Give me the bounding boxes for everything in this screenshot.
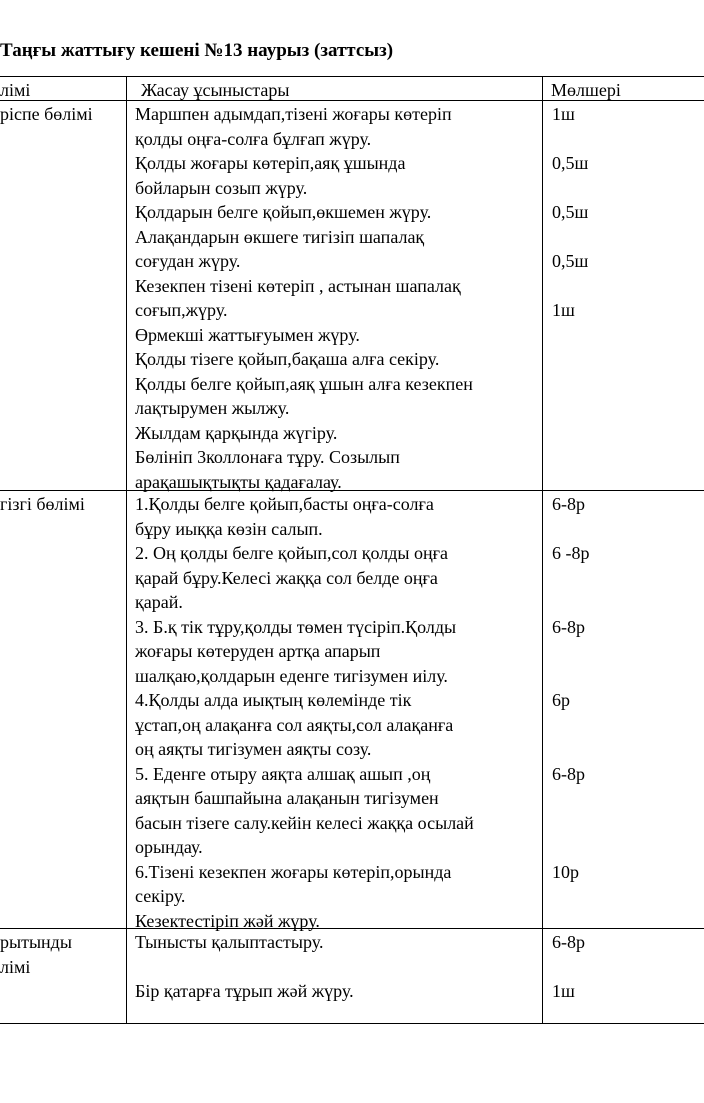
amount-line: 6-8р bbox=[552, 932, 585, 952]
amount-line bbox=[552, 664, 590, 689]
header-amount: Мөлшері bbox=[551, 80, 621, 100]
exercise-line: Маршпен адымдап,тізені жоғары көтеріп bbox=[135, 104, 452, 124]
exercise-line: соғудан жүру. bbox=[135, 251, 241, 271]
section-line: лімі bbox=[0, 956, 31, 977]
amount-line bbox=[552, 786, 590, 811]
exercise-line: Қолдарын белге қойып,өкшемен жүру. bbox=[135, 202, 432, 222]
amount-line: 6-8р bbox=[552, 763, 585, 784]
exercise-line: қолды оңға-солға бұлғап жүру. bbox=[135, 128, 372, 149]
amount-line bbox=[552, 517, 590, 542]
amount-line: 6 -8р bbox=[552, 543, 590, 563]
exercise-line: бойларын созып жүру. bbox=[135, 177, 308, 198]
amount-line bbox=[552, 590, 590, 615]
exercise-line: 3. Б.қ тік тұру,қолды төмен түсіріп.Қолды bbox=[135, 616, 457, 637]
exercise-line: Жылдам қарқында жүгіру. bbox=[135, 422, 338, 443]
exercise-line: шалқаю,қолдарын еденге тигізумен иілу. bbox=[135, 665, 448, 686]
amount-cell bbox=[552, 930, 585, 1004]
amount-line: 1ш bbox=[552, 300, 575, 320]
column-divider bbox=[126, 76, 127, 1024]
amount-line: 6-8р bbox=[552, 494, 585, 514]
page-title: Таңғы жаттығу кешені №13 наурыз (заттсыз) bbox=[0, 40, 394, 61]
exercise-line: Қолды жоғары көтеріп,аяқ ұшында bbox=[135, 153, 406, 173]
exercise-table bbox=[0, 76, 704, 1024]
exercise-line: Қолды белге қойып,аяқ ұшын алға кезекпен bbox=[135, 373, 473, 394]
exercise-line: Кезекпен тізені көтеріп , астынан шапалақ bbox=[135, 275, 461, 296]
exercise-line: бұру иыққа көзін салып. bbox=[135, 518, 323, 539]
amount-line: 1ш bbox=[552, 104, 575, 124]
section-line: рытынды bbox=[0, 932, 72, 952]
exercise-line: 5. Еденге отыру аяқта алшақ ашып ,оң bbox=[135, 763, 431, 784]
section-cell bbox=[0, 102, 93, 127]
exercise-line: Кезектестіріп жәй жүру. bbox=[135, 910, 320, 931]
exercise-cell bbox=[135, 102, 473, 494]
exercise-cell bbox=[135, 492, 474, 933]
amount-line: 10р bbox=[552, 861, 579, 882]
exercise-line: 1.Қолды белге қойып,басты оңға-солға bbox=[135, 494, 434, 514]
exercise-line: секіру. bbox=[135, 886, 186, 906]
exercise-line: Алақандарын өкшеге тигізіп шапалақ bbox=[135, 226, 425, 247]
exercise-line: Бір қатарға тұрып жәй жүру. bbox=[135, 981, 354, 1001]
exercise-line: Қолды тізеге қойып,бақаша алға секіру. bbox=[135, 349, 440, 369]
exercise-line: лақтырумен жылжу. bbox=[135, 398, 290, 418]
section-cell bbox=[0, 492, 85, 517]
amount-line bbox=[552, 811, 590, 836]
exercise-line: қарай бұру.Келесі жаққа сол белде оңға bbox=[135, 567, 438, 588]
amount-line bbox=[552, 713, 590, 738]
amount-line: 0,5ш bbox=[552, 153, 589, 173]
amount-line: 0,5ш bbox=[552, 202, 589, 222]
exercise-line: оң аяқты тигізумен аяқты созу. bbox=[135, 739, 372, 759]
exercise-line: басын тізеге салу.кейін келесі жаққа осылай bbox=[135, 812, 474, 833]
exercise-line: соғып,жүру. bbox=[135, 300, 228, 320]
amount-line bbox=[552, 835, 590, 860]
header-section: лімі bbox=[0, 80, 31, 100]
section-line: ріспе бөлімі bbox=[0, 104, 93, 124]
amount-line bbox=[552, 225, 588, 250]
amount-line: 6-8р bbox=[552, 616, 585, 637]
exercise-line: 6.Тізені кезекпен жоғары көтеріп,орында bbox=[135, 861, 452, 882]
exercise-line: аяқтын башпайына алақанын тигізумен bbox=[135, 788, 439, 808]
amount-line bbox=[552, 737, 590, 762]
amount-line: 1ш bbox=[552, 981, 575, 1001]
table-border-top bbox=[0, 76, 704, 77]
amount-cell bbox=[552, 102, 588, 323]
amount-line: 0,5ш bbox=[552, 251, 589, 271]
exercise-line: Бөлініп 3коллонаға тұру. Созылып bbox=[135, 447, 400, 467]
exercise-line: қарай. bbox=[135, 592, 183, 612]
exercise-line: Тынысты қалыптастыру. bbox=[135, 932, 324, 952]
table-border-bottom bbox=[0, 1023, 704, 1024]
exercise-line: Өрмекші жаттығуымен жүру. bbox=[135, 324, 360, 345]
exercise-line: ұстап,оң алақанға сол аяқты,сол алақанға bbox=[135, 714, 454, 735]
section-line: гізгі бөлімі bbox=[0, 494, 85, 514]
exercise-line: жоғары көтеруден артқа апарып bbox=[135, 641, 381, 661]
amount-line bbox=[552, 639, 590, 664]
amount-line bbox=[552, 274, 588, 299]
exercise-line: орындау. bbox=[135, 837, 203, 857]
amount-cell bbox=[552, 492, 590, 884]
amount-line bbox=[552, 955, 585, 980]
header-exercise: Жасау ұсыныстары bbox=[141, 80, 290, 100]
amount-line bbox=[552, 566, 590, 591]
exercise-line: 2. Оң қолды белге қойып,сол қолды оңға bbox=[135, 543, 448, 563]
section-cell bbox=[0, 930, 72, 979]
exercise-cell bbox=[135, 930, 354, 1004]
amount-line: 6р bbox=[552, 690, 570, 710]
amount-line bbox=[552, 176, 588, 201]
amount-line bbox=[552, 127, 588, 152]
exercise-line: 4.Қолды алда иықтың көлемінде тік bbox=[135, 690, 412, 710]
column-divider bbox=[542, 76, 543, 1024]
exercise-line: арақашықтықты қадағалау. bbox=[135, 471, 342, 492]
exercise-line bbox=[135, 955, 354, 980]
